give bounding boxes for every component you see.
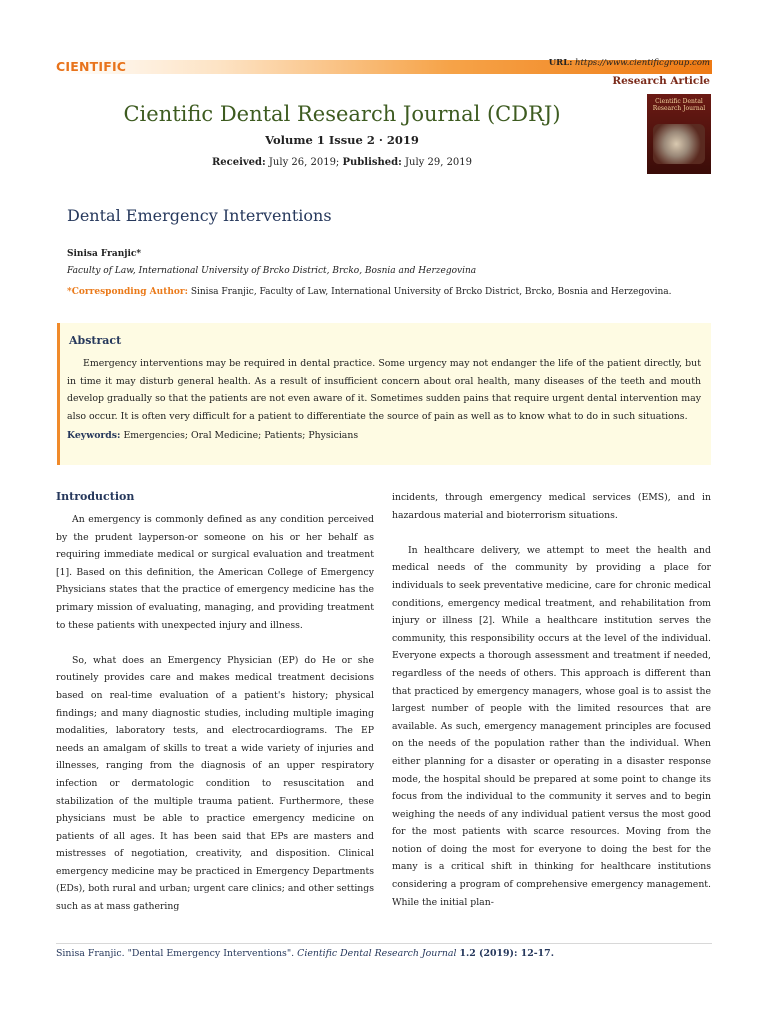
published-date: July 29, 2019 xyxy=(405,157,473,168)
footer-citation xyxy=(56,948,554,959)
author-affiliation: Faculty of Law, International University of Brcko District, Brcko, Bosnia and Herzegovina xyxy=(67,266,477,276)
citation-suffix: 1.2 (2019): 12-17. xyxy=(459,948,554,959)
corresponding-author xyxy=(67,287,672,297)
url-label: URL: xyxy=(548,58,573,68)
published-label: Published: xyxy=(342,157,402,168)
paper-title: Dental Emergency Interventions xyxy=(67,206,332,225)
journal-cover-image xyxy=(647,94,711,174)
volume-issue: Volume 1 Issue 2 · 2019 xyxy=(265,133,419,147)
received-date: July 26, 2019; xyxy=(268,157,340,168)
right-column xyxy=(392,489,711,911)
article-type: Research Article xyxy=(612,75,710,87)
citation-prefix: Sinisa Franjic. "Dental Emergency Interventions". xyxy=(56,948,295,959)
abstract-text: Emergency interventions may be required in dental practice. Some urgency may not endanger the life of the patient directly, but in time it may disturb general health. As a result of insufficient concern about oral health, many diseases of the teeth and mouth develop gradually so that the patients are not even aware of it. Sometimes sudden pains that require urgent dental intervention may also occur. It is often very difficult for a patient to differentiate the source of pain as well as to know what to do in such situations. xyxy=(67,358,701,422)
left-column xyxy=(56,511,374,916)
footer-divider xyxy=(56,943,712,944)
author-name: Sinisa Franjic* xyxy=(67,249,142,259)
journal-url[interactable] xyxy=(549,58,710,68)
paragraph: So, what does an Emergency Physician (EP) do He or she routinely provides care and makes medical treatment decisions based on real-time evaluation of a patient's history; physical findings; and many diagnostic studies, including multiple imaging modalities, laboratory tests, and electrocardiograms. The EP needs an amalgam of skills to treat a wide variety of injuries and illnesses, ranging from the diagnosis of an upper respiratory infection or dermatologic condition to resuscitation and stabilization of the multiple trauma patient. Furthermore, these physicians must be able to practice emergency medicine on patients of all ages. It has been said that EPs are masters and mistresses of negotiation, creativity, and disposition. Clinical emergency medicine may be practiced in Emergency Departments (EDs), both rural and urban; urgent care clinics; and other settings such as at mass gathering xyxy=(56,654,374,913)
received-label: Received: xyxy=(211,157,266,168)
citation-journal: Cientific Dental Research Journal xyxy=(297,948,457,959)
corresponding-text: Sinisa Franjic, Faculty of Law, International University of Brcko District, Brcko, Bosnia and Herzegovina. xyxy=(190,287,672,297)
introduction-heading: Introduction xyxy=(56,490,135,503)
publication-dates xyxy=(56,157,628,168)
cover-title: Cientific Dental Research Journal xyxy=(652,98,706,112)
cover-dental-illustration xyxy=(653,124,705,164)
keywords-label: Keywords: xyxy=(67,430,121,441)
keywords xyxy=(67,430,358,441)
url-link[interactable]: https://www.cientificgroup.com xyxy=(575,58,710,68)
paragraph: incidents, through emergency medical services (EMS), and in hazardous material and bioterrorism situations. xyxy=(392,492,711,521)
journal-title: Cientific Dental Research Journal (CDRJ) xyxy=(123,102,561,126)
paragraph: In healthcare delivery, we attempt to meet the health and medical needs of the community by providing a place for individuals to seek preventative medicine, care for chronic medical conditions, emergency medical treatment, and rehabilitation from injury or illness [2]. While a healthcare institution serves the community, this responsibility occurs at the level of the individual. Everyone expects a thorough assessment and treatment if needed, regardless of the needs of others. This approach is different than that practiced by emergency managers, whose goal is to assist the largest number of people with the limited resources that are available. As such, emergency management principles are focused on the needs of the population rather than the individual. When either planning for a disaster or operating in a disaster response mode, the hospital should be prepared at some point to change its focus from the individual to the community it serves and to begin weighing the needs of any individual patient versus the most good for the most patients with scarce resources. Moving from the notion of doing the most for everyone to doing the best for the many is a critical shift in thinking for healthcare institutions considering a program of comprehensive emergency management. While the initial plan- xyxy=(392,544,711,908)
keywords-list: Emergencies; Oral Medicine; Patients; Physicians xyxy=(123,430,359,441)
brand-logo: CIENTIFIC xyxy=(56,59,127,74)
abstract-heading: Abstract xyxy=(69,334,122,347)
paragraph: An emergency is commonly defined as any condition perceived by the prudent layperson-or someone on his or her behalf as requiring immediate medical or surgical evaluation and treatment [1]. Based on this definition, the American College of Emergency Physicians states that the practice of emergency medicine has the primary mission of evaluating, managing, and providing treatment to these patients with unexpected injury and illness. xyxy=(56,514,374,631)
corresponding-label: *Corresponding Author: xyxy=(67,287,188,297)
